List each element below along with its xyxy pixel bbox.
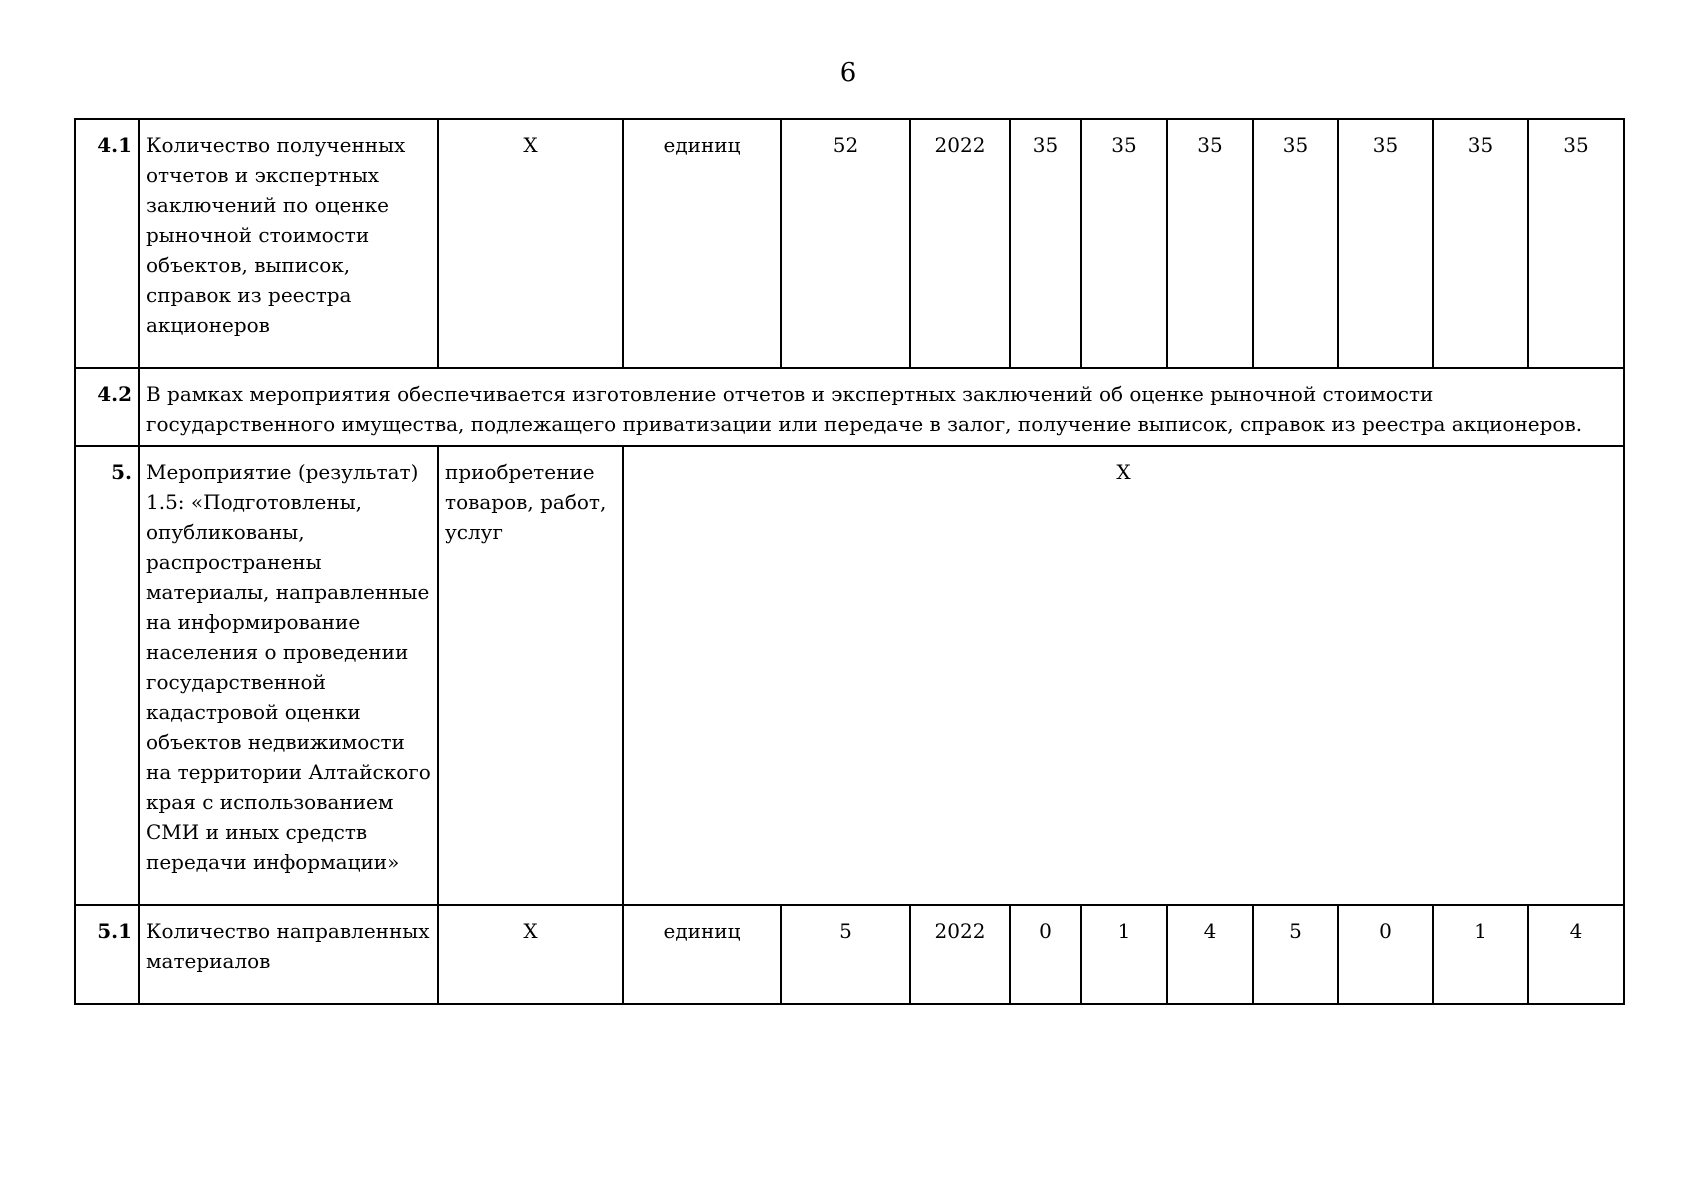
- year-value-cell: 35: [1253, 119, 1338, 368]
- year-value-cell: 4: [1167, 905, 1253, 1004]
- indicator-type: X: [438, 119, 623, 368]
- unit-cell: единиц: [623, 905, 781, 1004]
- base-value-cell: 5: [781, 905, 910, 1004]
- table-row: [75, 446, 1624, 905]
- base-year-cell: 2022: [910, 119, 1010, 368]
- indicators-table: [74, 118, 1625, 1005]
- year-value-cell: 35: [1081, 119, 1167, 368]
- year-value-cell: 35: [1167, 119, 1253, 368]
- merged-values-cell: X: [623, 446, 1624, 905]
- year-value-cell: 1: [1081, 905, 1167, 1004]
- row-number: 4.1: [75, 119, 139, 368]
- base-year-cell: 2022: [910, 905, 1010, 1004]
- row-number: 5.1: [75, 905, 139, 1004]
- table-row: [75, 905, 1624, 1004]
- table-row: [75, 368, 1624, 446]
- year-value-cell: 35: [1433, 119, 1528, 368]
- base-value-cell: 52: [781, 119, 910, 368]
- row-number: 4.2: [75, 368, 139, 446]
- event-name: Мероприятие (результат) 1.5: «Подготовлены, опубликованы, распространены материалы, направленные на информирование населения о проведении государственной кадастровой оценки объектов недвижимости на территории Алтайского края с использованием СМИ и иных средств передачи информации»: [139, 446, 438, 905]
- table-row: [75, 119, 1624, 368]
- year-value-cell: 0: [1338, 905, 1433, 1004]
- year-value-cell: 35: [1010, 119, 1081, 368]
- row-number: 5.: [75, 446, 139, 905]
- indicator-name: Количество полученных отчетов и экспертных заключений по оценке рыночной стоимости объектов, выписок, справок из реестра акционеров: [139, 119, 438, 368]
- year-value-cell: 4: [1528, 905, 1624, 1004]
- year-value-cell: 0: [1010, 905, 1081, 1004]
- year-value-cell: 1: [1433, 905, 1528, 1004]
- page-number: 6: [839, 58, 857, 88]
- year-value-cell: 35: [1338, 119, 1433, 368]
- event-type: приобретение товаров, работ, услуг: [438, 446, 623, 905]
- indicator-name: Количество направленных материалов: [139, 905, 438, 1004]
- year-value-cell: 35: [1528, 119, 1624, 368]
- indicator-type: X: [438, 905, 623, 1004]
- year-value-cell: 5: [1253, 905, 1338, 1004]
- unit-cell: единиц: [623, 119, 781, 368]
- event-description: В рамках мероприятия обеспечивается изготовление отчетов и экспертных заключений об оценке рыночной стоимости государственного имущества, подлежащего приватизации или передаче в залог, получение выписок, справок из реестра акционеров.: [139, 368, 1624, 446]
